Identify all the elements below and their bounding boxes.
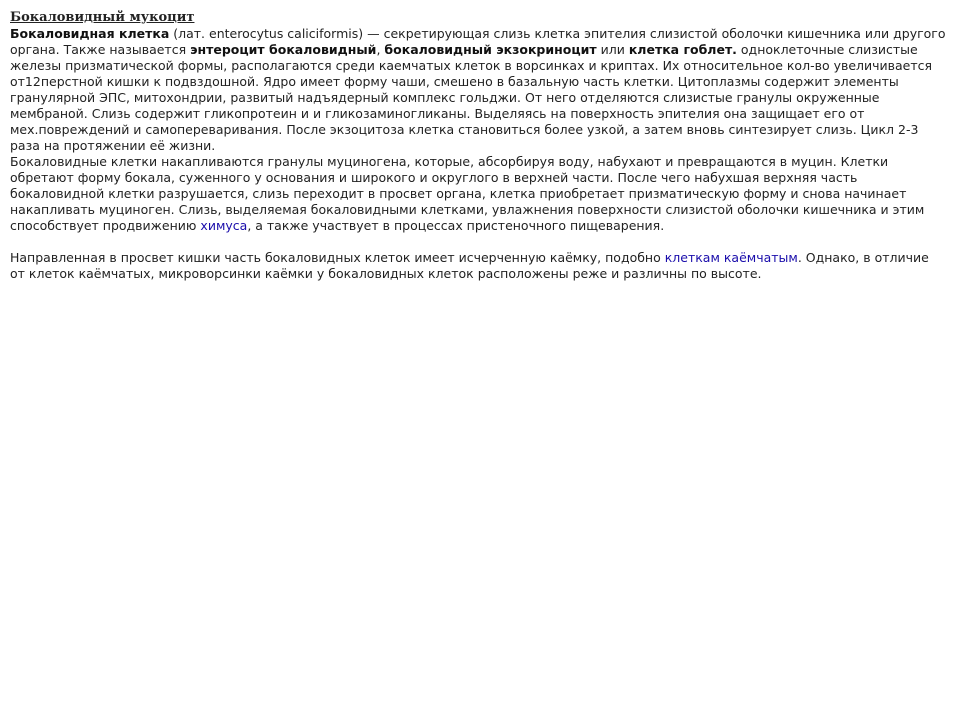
paragraph-3-text-1: Направленная в просвет кишки часть бокаловидных клеток имеет исчерченную каёмку, подобно — [10, 250, 665, 265]
intro-text-1: (лат. enterocytus caliciformis) — секретирующая слизь клетка эпителия слизистой оболочки кишечника или другого органа. Также называется — [10, 26, 946, 57]
intro-paragraph — [10, 26, 946, 154]
link-bordered-cells[interactable]: клеткам каёмчатым — [664, 250, 798, 265]
page-title: Бокаловидный мукоцит — [10, 10, 195, 25]
paragraph-2-text-1: Бокаловидные клетки накапливаются гранулы муциногена, которые, абсорбируя воду, набухают и превращаются в муцин. Клетки обретают форму бокала, суженного у основания и широкого и округлого в верхней части. После чего набухшая верхняя часть бокаловидной клетки разрушается, слизь переходит в просвет органа, клетка приобретает призматическую форму и снова начинает накапливать муциноген. Слизь, выделяемая бокаловидными клетками, увлажнения поверхности слизистой оболочки кишечника и этим способствует продвижению — [10, 154, 925, 233]
paragraph-gap — [10, 234, 946, 250]
paragraph-3-text-2: . Однако, в отличие от клеток каёмчатых, микроворсинки каёмки у бокаловидных клеток расположены реже и различны по высоте. — [10, 250, 929, 281]
paragraph-2 — [10, 154, 946, 234]
link-chyme[interactable]: химуса — [200, 218, 248, 233]
synonym-3: клетка гоблет. — [628, 42, 737, 57]
synonym-1: энтероцит бокаловидный — [190, 42, 377, 57]
article — [10, 10, 946, 282]
term-bold: Бокаловидная клетка — [10, 26, 170, 41]
synonym-2: бокаловидный экзокриноцит — [384, 42, 597, 57]
intro-text-2: одноклеточные слизистые железы призматической формы, располагаются среди каемчатых клеток в ворсинках и криптах. Их относительное кол-во увеличивается от12перстной кишки к подвздошной. Ядро имеет форму чаши, смешено в базальную часть клетки. Цитоплазмы содержит элементы гранулярной ЭПС, митохондрии, развитый надъядерный комплекс гольджи. От него отделяются слизистые гранулы окруженные мембраной. Слизь содержит гликопротеин и и гликозаминогликаны. Выделяясь на поверхность эпителия она защищает его от мех.повреждений и самопереваривания. После экзоцитоза клетка становиться более узкой, а затем вновь синтезирует слизь. Цикл 2-3 раза на протяжении её жизни. — [10, 42, 933, 153]
paragraph-2-text-2: , а также участвует в процессах пристеночного пищеварения. — [247, 218, 665, 233]
paragraph-3 — [10, 250, 946, 282]
separator-1: , — [376, 42, 385, 57]
separator-2: или — [596, 42, 629, 57]
